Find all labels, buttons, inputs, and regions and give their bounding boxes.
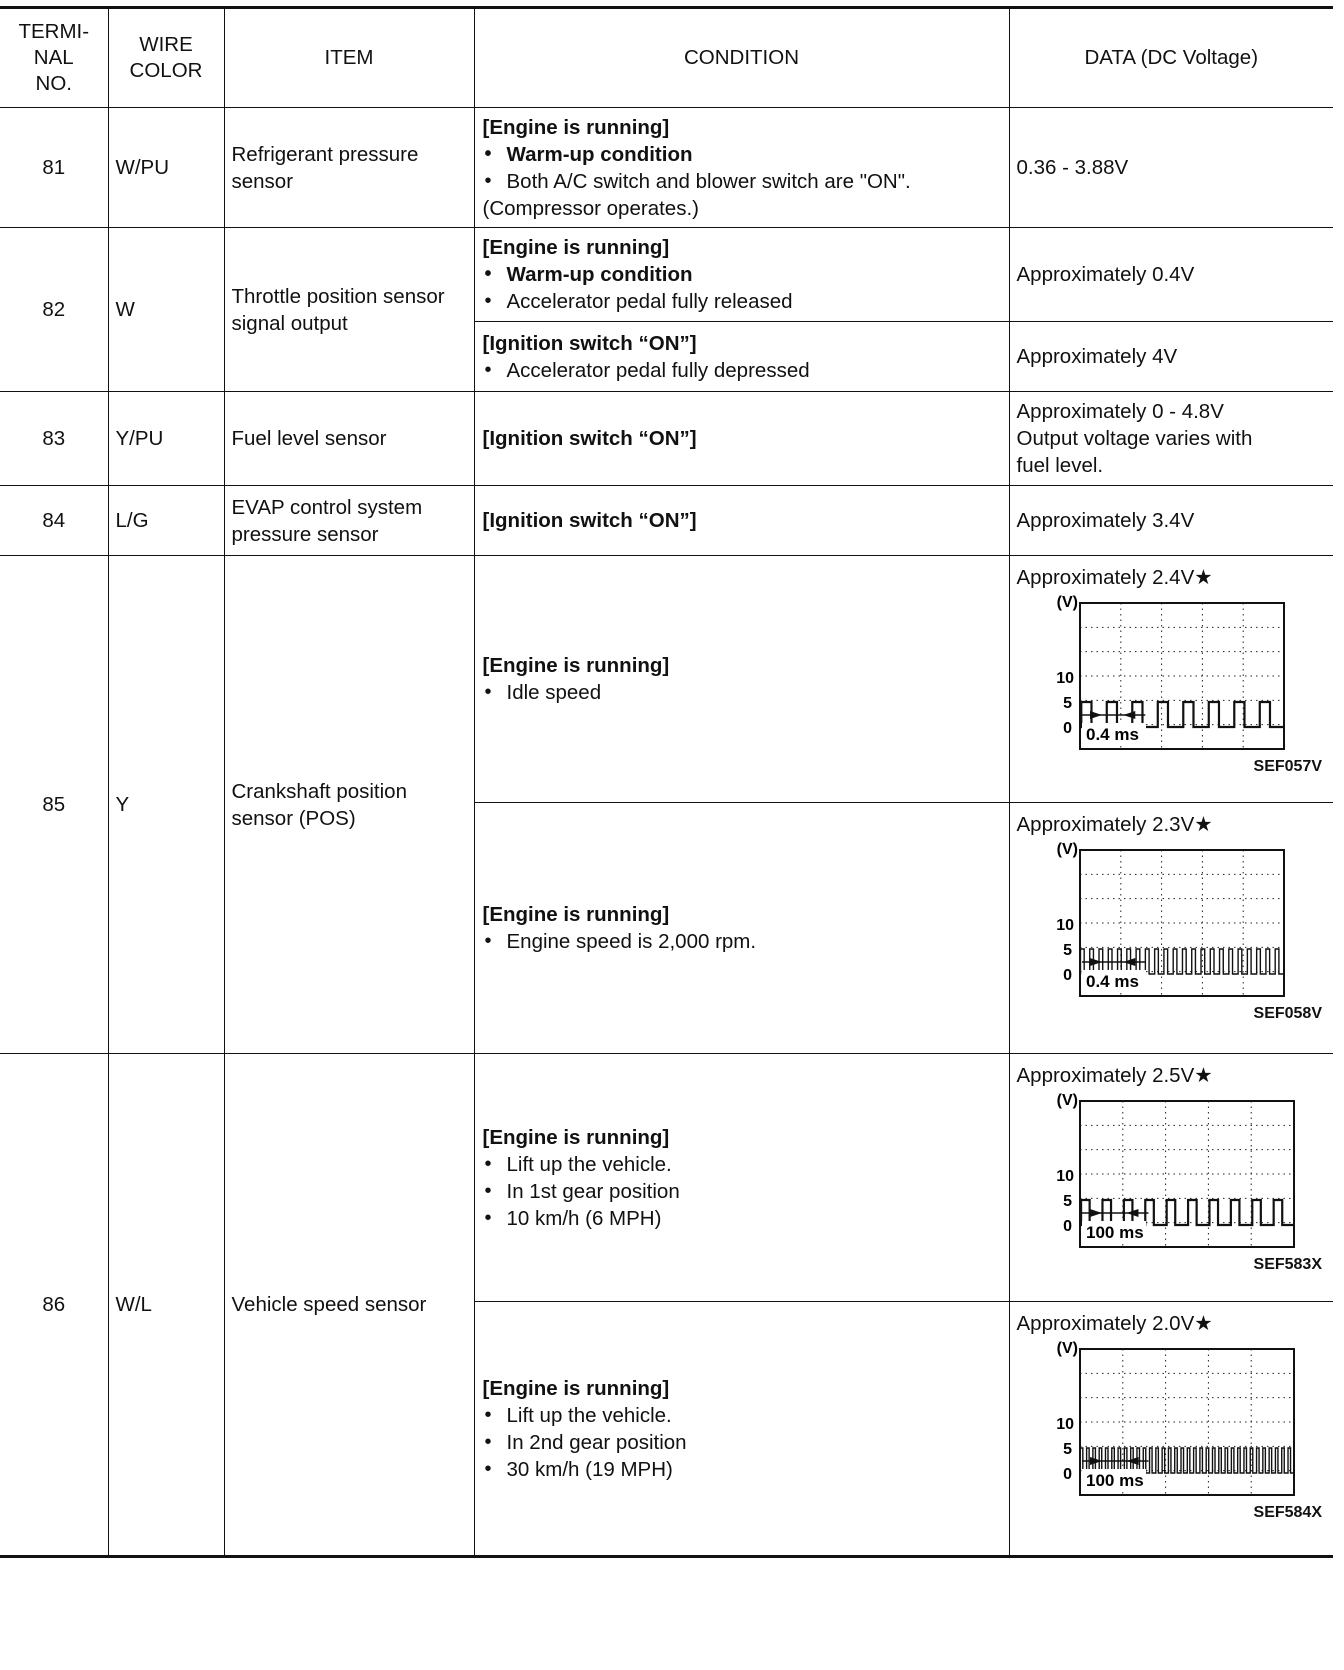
terminal-no: 81 [0,108,108,228]
y-tick-label: 5 [1062,1441,1072,1458]
terminal-no: 82 [0,228,108,392]
y-tick-label: 0 [1062,1466,1072,1483]
condition: [Engine is running] • Idle speed [474,556,1009,803]
wire-color: W [108,228,224,392]
item: Crankshaft position sensor (POS) [224,556,474,1054]
data-value: Approximately 2.4V★ [1016,566,1213,589]
item: Refrigerant pressure sensor [224,108,474,228]
condition: [Ignition switch “ON”] • Accelerator pedal fully depressed [474,322,1009,392]
time-scale-label: 0.4 ms [1085,972,1139,991]
oscilloscope-waveform [1017,842,1317,998]
figure-code: SEF584X [1253,1504,1322,1521]
y-tick-label: 10 [1055,1416,1074,1433]
y-tick-label: 0 [1062,1218,1072,1235]
wire-color: Y/PU [108,392,224,486]
oscilloscope-waveform [1017,1093,1317,1249]
terminal-no: 83 [0,392,108,486]
y-unit-label: (V) [1056,595,1078,611]
time-arrow [1090,958,1102,966]
time-scale-label: 100 ms [1085,1223,1144,1242]
data-waveform-cell [1009,1302,1333,1557]
table-row [0,1054,1333,1302]
y-tick-label: 5 [1062,695,1072,712]
header-condition: CONDITION [474,8,1009,108]
wire-color: W/L [108,1054,224,1557]
condition: [Ignition switch “ON”] [474,392,1009,486]
figure-code: SEF057V [1253,758,1322,775]
data-value: Approximately 0.4V [1009,228,1333,322]
time-arrow [1123,958,1135,966]
data-value: Approximately 4V [1009,322,1333,392]
table-row [0,228,1333,322]
time-arrow [1090,1209,1102,1217]
condition: [Engine is running] • Warm-up condition • Accelerator pedal fully released [474,228,1009,322]
header-terminal: TERMI- NAL NO. [0,8,108,108]
header-data: DATA (DC Voltage) [1009,8,1333,108]
item: EVAP control system pressure sensor [224,486,474,556]
wire-color: W/PU [108,108,224,228]
data-value: Approximately 2.3V★ [1016,813,1213,836]
y-tick-label: 0 [1062,720,1072,737]
data-value: Approximately 3.4V [1009,486,1333,556]
data-waveform-cell [1009,803,1333,1054]
wire-color: L/G [108,486,224,556]
table-row [0,392,1333,486]
figure-code: SEF058V [1253,1005,1322,1022]
condition: [Engine is running] • Lift up the vehicle. • In 2nd gear position • 30 km/h (19 MPH) [474,1302,1009,1557]
terminal-no: 84 [0,486,108,556]
oscilloscope-waveform [1017,595,1317,751]
y-unit-label: (V) [1056,1341,1078,1357]
y-unit-label: (V) [1056,1093,1078,1109]
y-tick-label: 10 [1055,1168,1074,1185]
condition: [Engine is running] • Warm-up condition • Both A/C switch and blower switch are "ON". (Compressor operates.) [474,108,1009,228]
y-tick-label: 5 [1062,1193,1072,1210]
data-value: Approximately 2.5V★ [1016,1064,1213,1087]
wire-color: Y [108,556,224,1054]
terminal-no: 86 [0,1054,108,1557]
item: Fuel level sensor [224,392,474,486]
data-value: Approximately 2.0V★ [1016,1312,1213,1335]
oscilloscope-waveform [1017,1341,1317,1497]
condition: [Engine is running] • Engine speed is 2,000 rpm. [474,803,1009,1054]
y-tick-label: 0 [1062,967,1072,984]
time-arrow [1090,711,1102,719]
y-tick-label: 10 [1055,917,1074,934]
header-item: ITEM [224,8,474,108]
y-unit-label: (V) [1056,842,1078,858]
terminal-no: 85 [0,556,108,1054]
time-scale-label: 0.4 ms [1085,725,1139,744]
time-scale-label: 100 ms [1085,1471,1144,1490]
figure-code: SEF583X [1253,1256,1322,1273]
y-tick-label: 10 [1055,670,1074,687]
y-tick-label: 5 [1062,942,1072,959]
item: Vehicle speed sensor [224,1054,474,1557]
data-value: 0.36 - 3.88V [1009,108,1333,228]
condition: [Engine is running] • Lift up the vehicle. • In 1st gear position • 10 km/h (6 MPH) [474,1054,1009,1302]
data-value: Approximately 0 - 4.8V Output voltage varies with fuel level. [1009,392,1333,486]
data-waveform-cell [1009,556,1333,803]
terminal-data-table [0,6,1333,1558]
header-wire-color: WIRE COLOR [108,8,224,108]
table-row [0,556,1333,803]
item: Throttle position sensor signal output [224,228,474,392]
table-row [0,486,1333,556]
time-arrow [1123,711,1135,719]
time-arrow [1126,1457,1138,1465]
table-row [0,108,1333,228]
data-waveform-cell [1009,1054,1333,1302]
header-row [0,8,1333,108]
condition: [Ignition switch “ON”] [474,486,1009,556]
